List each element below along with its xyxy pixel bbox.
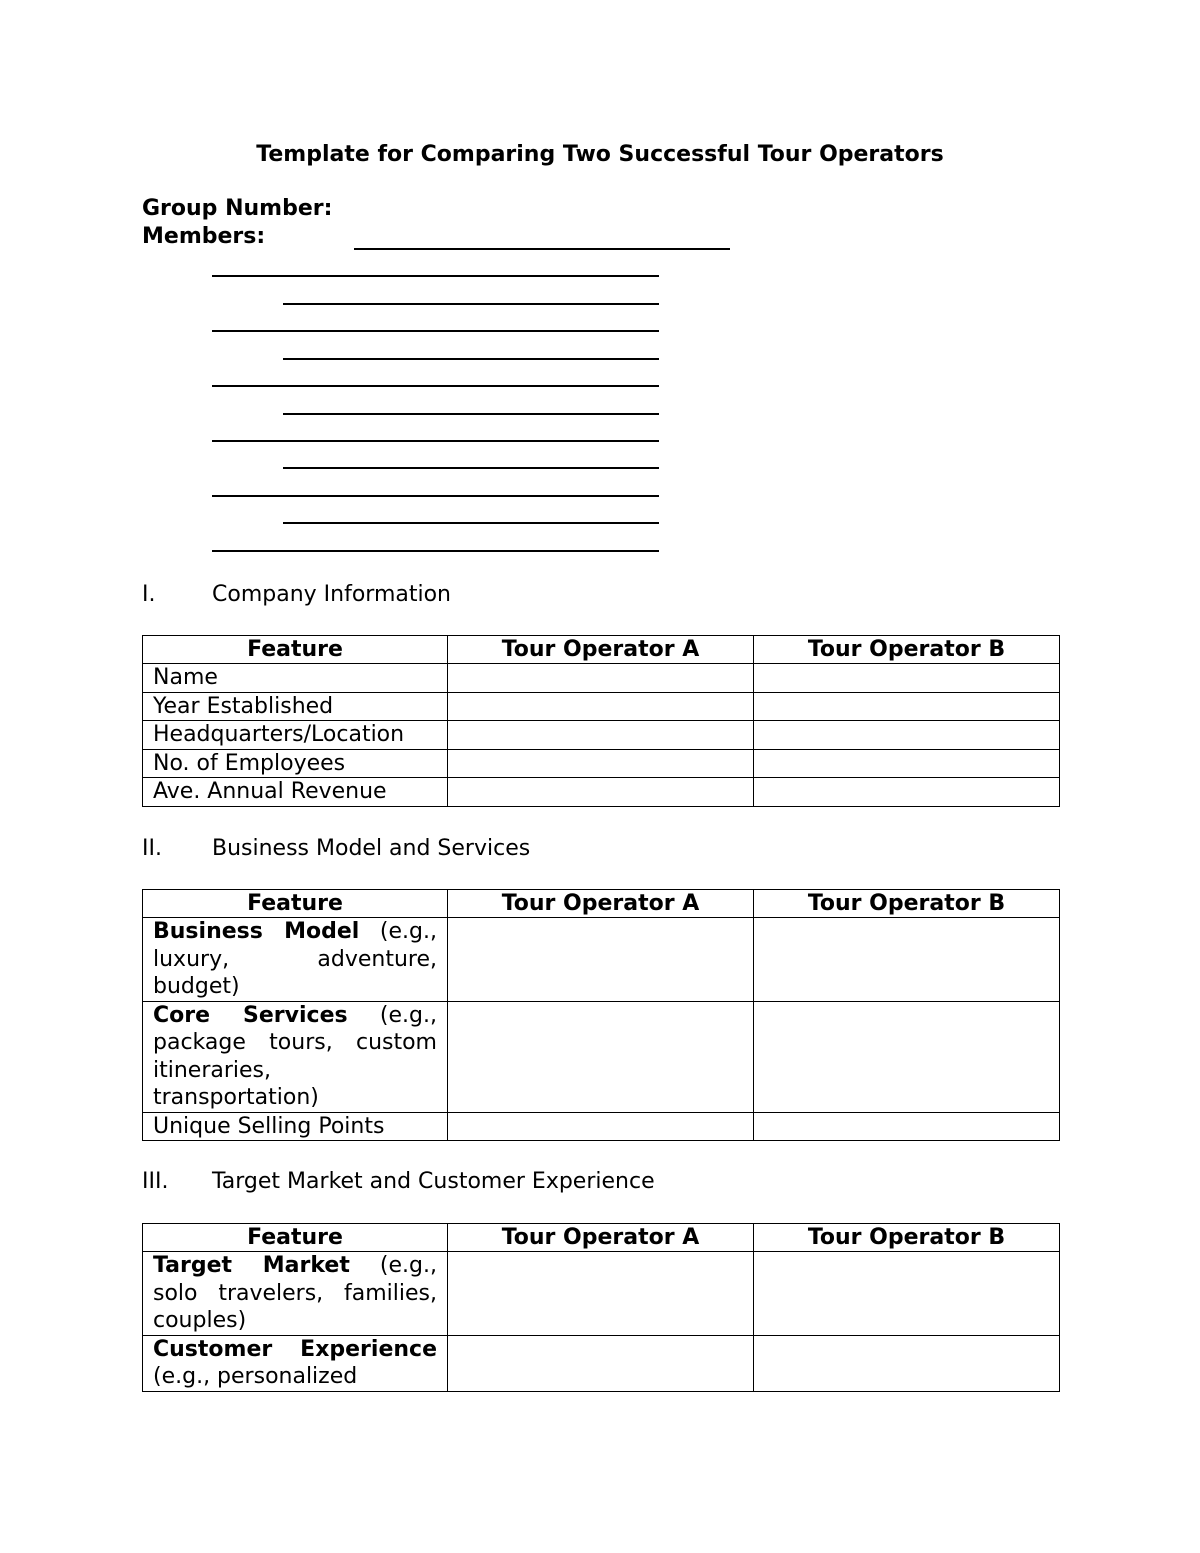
section-title: Target Market and Customer Experience — [212, 1169, 655, 1194]
section-title: Company Information — [212, 582, 452, 607]
feature-cell: Year Established — [143, 692, 448, 721]
table-row — [143, 778, 1060, 807]
column-header: Tour Operator B — [754, 1224, 1060, 1252]
table-row — [143, 1001, 1060, 1112]
members-blank-line[interactable] — [283, 358, 659, 360]
column-header: Tour Operator A — [448, 636, 754, 664]
members-blank-line[interactable] — [212, 275, 659, 277]
feature-cell: Unique Selling Points — [143, 1112, 448, 1141]
members-blank-line[interactable] — [354, 248, 730, 250]
operator-b-cell[interactable] — [754, 749, 1060, 778]
feature-cell: No. of Employees — [143, 749, 448, 778]
operator-a-cell[interactable] — [448, 664, 754, 693]
feature-cell: Headquarters/Location — [143, 721, 448, 750]
section-numeral: I. — [142, 582, 156, 607]
table-row — [143, 721, 1060, 750]
column-header: Tour Operator B — [754, 890, 1060, 918]
operator-a-cell[interactable] — [448, 749, 754, 778]
table-header-row — [143, 890, 1060, 918]
members-blank-line[interactable] — [283, 522, 659, 524]
column-header: Tour Operator A — [448, 1224, 754, 1252]
members-blank-line[interactable] — [212, 330, 659, 332]
section-numeral: II. — [142, 836, 162, 861]
operator-b-cell[interactable] — [754, 1252, 1060, 1336]
feature-bold-label: Target Market — [153, 1253, 350, 1278]
members-blank-line[interactable] — [212, 440, 659, 442]
column-header: Feature — [143, 890, 448, 918]
members-blank-line[interactable] — [212, 550, 659, 552]
operator-b-cell[interactable] — [754, 664, 1060, 693]
page-title: Template for Comparing Two Successful Tour Operators — [256, 142, 944, 167]
column-header: Feature — [143, 636, 448, 664]
operator-a-cell[interactable] — [448, 1112, 754, 1141]
table-row — [143, 749, 1060, 778]
table-row — [143, 918, 1060, 1002]
operator-b-cell[interactable] — [754, 1335, 1060, 1391]
operator-a-cell[interactable] — [448, 1335, 754, 1391]
feature-description: (e.g., solo travelers, families, couples) — [153, 1253, 437, 1333]
operator-b-cell[interactable] — [754, 1001, 1060, 1112]
operator-a-cell[interactable] — [448, 692, 754, 721]
operator-a-cell[interactable] — [448, 918, 754, 1002]
table-row — [143, 1335, 1060, 1391]
feature-cell — [143, 918, 448, 1002]
feature-cell — [143, 1335, 448, 1391]
members-blank-line[interactable] — [283, 467, 659, 469]
members-blank-line[interactable] — [283, 303, 659, 305]
table-header-row — [143, 636, 1060, 664]
operator-b-cell[interactable] — [754, 721, 1060, 750]
operator-b-cell[interactable] — [754, 918, 1060, 1002]
feature-cell: Ave. Annual Revenue — [143, 778, 448, 807]
table-row — [143, 692, 1060, 721]
operator-a-cell[interactable] — [448, 778, 754, 807]
feature-description: (e.g., personalized — [153, 1364, 358, 1389]
target-market-table — [142, 1223, 1060, 1392]
feature-cell: Name — [143, 664, 448, 693]
table-header-row — [143, 1224, 1060, 1252]
column-header: Feature — [143, 1224, 448, 1252]
company-information-table — [142, 635, 1060, 807]
column-header: Tour Operator A — [448, 890, 754, 918]
business-model-table — [142, 889, 1060, 1141]
feature-description: (e.g., luxury, adventure, budget) — [153, 919, 437, 999]
operator-a-cell[interactable] — [448, 721, 754, 750]
members-label: Members: — [142, 224, 266, 249]
feature-bold-label: Customer Experience — [153, 1336, 437, 1362]
operator-a-cell[interactable] — [448, 1252, 754, 1336]
feature-cell — [143, 1252, 448, 1336]
feature-bold-label: Business Model — [153, 919, 360, 944]
section-title: Business Model and Services — [212, 836, 531, 861]
table-row — [143, 1252, 1060, 1336]
members-blank-line[interactable] — [283, 413, 659, 415]
members-blank-line[interactable] — [212, 495, 659, 497]
column-header: Tour Operator B — [754, 636, 1060, 664]
group-number-label: Group Number: — [142, 196, 333, 221]
section-numeral: III. — [142, 1169, 169, 1194]
feature-bold-label: Core Services — [153, 1002, 348, 1028]
operator-b-cell[interactable] — [754, 778, 1060, 807]
table-row — [143, 664, 1060, 693]
feature-description: (e.g., package tours, custom itineraries, transportation) — [153, 1002, 437, 1110]
operator-b-cell[interactable] — [754, 1112, 1060, 1141]
members-blank-line[interactable] — [212, 385, 659, 387]
feature-cell — [143, 1001, 448, 1112]
table-row — [143, 1112, 1060, 1141]
operator-b-cell[interactable] — [754, 692, 1060, 721]
operator-a-cell[interactable] — [448, 1001, 754, 1112]
